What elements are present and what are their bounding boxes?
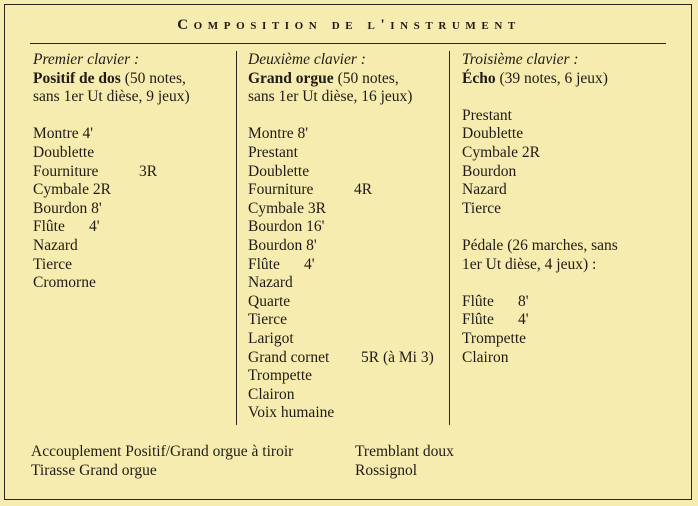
accessory-item: Rossignol (355, 461, 418, 479)
stop-name: Prestant (248, 143, 298, 161)
stop-name: Clairon (248, 385, 295, 403)
accessories-left (31, 443, 293, 480)
pedal-stop-item (462, 349, 662, 368)
division-desc-line: sans 1er Ut dièse, 16 jeux) (248, 88, 413, 106)
stop-item (248, 218, 448, 237)
stop-extra: 3R (139, 162, 158, 180)
stop-item (248, 349, 448, 368)
stop-name: Nazard (462, 181, 507, 199)
stop-name: Bourdon 8' (33, 199, 102, 217)
stop-extra: 8' (518, 292, 529, 310)
stop-item (33, 163, 233, 182)
stop-name: Montre 4' (33, 125, 94, 143)
column-heading: Premier clavier : (33, 51, 140, 68)
stop-name: Voix humaine (248, 404, 335, 422)
stop-extra: 4R (354, 181, 373, 199)
stop-name: Trompette (248, 367, 313, 385)
stop-item (462, 200, 662, 219)
stop-name: Tierce (33, 255, 73, 273)
stop-item (33, 274, 233, 293)
stop-item (33, 237, 233, 256)
stop-item (248, 404, 448, 423)
division-name: Grand orgue (248, 69, 334, 87)
division-line (248, 70, 448, 89)
column-positif (33, 51, 233, 293)
division-desc: (50 notes, (333, 69, 399, 87)
stop-extra: 5R (à Mi 3) (361, 348, 434, 366)
stop-item (248, 367, 448, 386)
column-heading: Deuxième clavier : (248, 51, 366, 68)
stop-item (33, 144, 233, 163)
stop-item (248, 311, 448, 330)
stop-name: Tierce (248, 311, 288, 329)
division-name: Positif de dos (33, 69, 121, 87)
stop-item (462, 144, 662, 163)
stop-name: Cymbale 2R (462, 143, 540, 161)
stop-item (248, 386, 448, 405)
division-desc: (39 notes, 6 jeux) (495, 69, 608, 87)
stop-name: Clairon (462, 348, 509, 366)
pedal-heading-line-2: 1er Ut dièse, 4 jeux) : (462, 255, 597, 273)
accessory-item: Tirasse Grand orgue (31, 461, 157, 479)
accessory-item: Accouplement Positif/Grand orgue à tiroir (31, 443, 294, 460)
column-divider-2 (449, 51, 450, 425)
stop-item (462, 163, 662, 182)
stop-name: Larigot (248, 329, 294, 347)
stop-item (248, 144, 448, 163)
column-heading: Troisième clavier : (462, 51, 579, 68)
accessories-right (355, 443, 454, 480)
stop-item (248, 125, 448, 144)
division-desc-line: sans 1er Ut dièse, 9 jeux) (33, 88, 190, 106)
column-grand-orgue (248, 51, 448, 423)
division-line (462, 70, 662, 89)
stop-name: Grand cornet (248, 348, 330, 366)
stop-name: Doublette (33, 143, 95, 161)
pedal-heading: Pédale (26 marches, sans (462, 236, 618, 254)
stop-name: Cymbale 3R (248, 199, 326, 217)
stop-name: Flûte (462, 311, 494, 329)
stop-name: Flûte (462, 292, 494, 310)
stop-name: Doublette (248, 162, 310, 180)
stop-item (462, 125, 662, 144)
column-echo (462, 51, 662, 367)
division-desc: (50 notes, (120, 69, 186, 87)
stop-extra: 4' (89, 218, 100, 236)
division-name: Écho (462, 69, 496, 87)
pedal-stop-item (462, 311, 662, 330)
stop-name: Nazard (248, 274, 293, 292)
pedal-stop-item (462, 330, 662, 349)
stop-name: Flûte (33, 218, 65, 236)
stop-name: Fourniture (33, 162, 99, 180)
stop-name: Bourdon 8' (248, 236, 317, 254)
stop-name: Quarte (248, 292, 291, 310)
stop-name: Doublette (462, 125, 524, 143)
stop-name: Nazard (33, 236, 78, 254)
stop-item (248, 330, 448, 349)
stop-name: Fourniture (248, 181, 314, 199)
stop-item (462, 181, 662, 200)
stop-name: Trompette (462, 329, 527, 347)
stop-item (248, 256, 448, 275)
stop-name: Prestant (462, 106, 512, 124)
stop-item (248, 163, 448, 182)
stop-item (248, 293, 448, 312)
stop-item (33, 181, 233, 200)
stop-item (248, 237, 448, 256)
stop-item (248, 181, 448, 200)
pedal-stop-item (462, 293, 662, 312)
stop-extra: 4' (304, 255, 315, 273)
stop-item (248, 274, 448, 293)
stop-name: Cymbale 2R (33, 181, 111, 199)
stop-item (33, 218, 233, 237)
stop-name: Bourdon (462, 162, 517, 180)
page-title: Composition de l'instrument (177, 17, 521, 33)
stop-item (248, 200, 448, 219)
stop-item (33, 200, 233, 219)
accessory-item: Tremblant doux (355, 443, 454, 460)
stop-item (33, 256, 233, 275)
column-divider-1 (236, 51, 237, 425)
division-line (33, 70, 233, 89)
stop-extra: 4' (518, 311, 529, 329)
stop-name: Tierce (462, 199, 502, 217)
stop-item (462, 107, 662, 126)
stop-name: Flûte (248, 255, 280, 273)
stop-name: Cromorne (33, 274, 96, 292)
stop-name: Montre 8' (248, 125, 309, 143)
stop-item (33, 125, 233, 144)
title-rule (30, 43, 666, 44)
stop-name: Bourdon 16' (248, 218, 325, 236)
